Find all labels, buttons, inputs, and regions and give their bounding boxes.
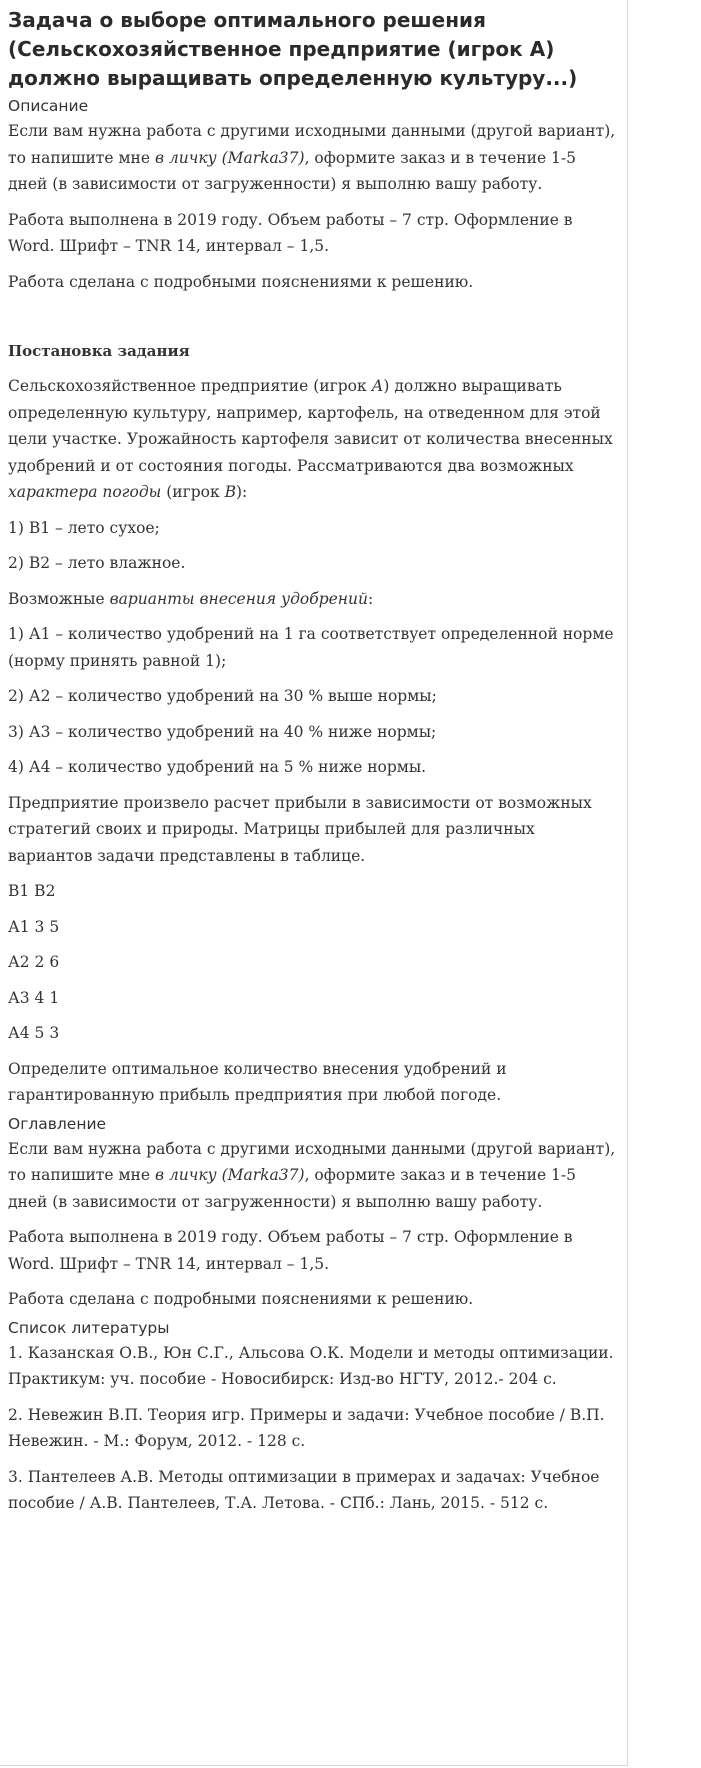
fertilizer-intro (8, 586, 617, 613)
task-text: ) должно выращивать определенную культуру, например, картофель, на отведенном для этой цели участке. Урожайность картофеля зависит от количества внесенных удобрений и от состояния погоды. Рассматриваются два возможных (8, 377, 613, 475)
reference-item: 1. Казанская О.В., Юн С.Г., Альсова О.К. Модели и методы оптимизации. Практикум: уч. пособие - Новосибирск: Изд-во НГТУ, 2012.- 204 с. (8, 1343, 614, 1388)
intro-text: Если вам нужна работа с другими исходными данными (другой вариант), то напишите мне (8, 122, 616, 167)
reference-item: 3. Пантелеев А.В. Методы оптимизации в примерах и задачах: Учебное пособие / А.В. Пантелеев, Т.А. Летова. - СПб.: Лань, 2015. - 512 с. (8, 1467, 600, 1512)
matrix-row: А1 3 5 (8, 917, 60, 936)
intro-text-end: , оформите заказ и в течение 1-5 дней (в зависимости от загруженности) я выполню вашу работу. (8, 1166, 577, 1211)
contents-details: Работа сделана с подробными пояснениями к решению. (8, 1290, 474, 1308)
description-label: Описание (8, 97, 89, 115)
author-contact-link[interactable]: в личку (Marka37) (154, 148, 305, 167)
references-label: Список литературы (8, 1318, 170, 1337)
variant-item: 4) А4 – количество удобрений на 5 % ниже нормы. (8, 758, 427, 776)
question-paragraph: Определите оптимальное количество внесения удобрений и гарантированную прибыль предприятия при любой погоде. (8, 1059, 507, 1104)
matrix-row: В1 В2 (8, 882, 56, 900)
author-contact-link[interactable]: в личку (Marka37) (154, 1166, 305, 1184)
contents-year-info: Работа выполнена в 2019 году. Объем работы – 7 стр. Оформление в Word. Шрифт – TNR 14, интервал – 1,5. (8, 1228, 573, 1273)
contents-label: Оглавление (8, 1114, 107, 1133)
intro-text: Если вам нужна работа с другими исходными данными (другой вариант), то напишите мне (8, 1139, 616, 1184)
fert-text: Возможные (8, 589, 110, 608)
matrix-row: А4 5 3 (8, 1024, 60, 1042)
variant-item: 2) А2 – количество удобрений на 30 % выше нормы; (8, 687, 437, 705)
description-details: Работа сделана с подробными пояснениями к решению. (8, 272, 474, 291)
weather-item: 1) В1 – лето сухое; (8, 518, 160, 537)
player-b: В (224, 483, 236, 501)
variant-item: 3) А3 – количество удобрений на 40 % ниже нормы; (8, 722, 437, 741)
weather-term: характера погоды (8, 483, 162, 501)
task-text: Сельскохозяйственное предприятие (игрок (8, 377, 372, 395)
variant-item: 1) А1 – количество удобрений на 1 га соответствует определенной норме (норму принять равной 1); (8, 625, 614, 670)
section-spacer (8, 304, 617, 338)
task-paragraph (8, 373, 617, 506)
fert-text: : (367, 589, 374, 608)
fert-term: варианты внесения удобрений (109, 589, 368, 608)
weather-item: 2) В2 – лето влажное. (8, 554, 186, 572)
task-text: ): (235, 483, 248, 501)
task-heading: Постановка задания (8, 342, 190, 360)
reference-item: 2. Невежин В.П. Теория игр. Примеры и задачи: Учебное пособие / В.П. Невежин. - М.: Форум, 2012. - 128 с. (8, 1405, 605, 1450)
description-year-info: Работа выполнена в 2019 году. Объем работы – 7 стр. Оформление в Word. Шрифт – TNR 14, интервал – 1,5. (8, 210, 573, 255)
player-a: А (371, 377, 384, 395)
matrix-row: А2 2 6 (8, 953, 60, 971)
task-text: (игрок (161, 483, 225, 501)
intro-text-end: , оформите заказ и в течение 1-5 дней (в зависимости от загруженности) я выполню вашу работу. (8, 148, 577, 193)
matrix-row: А3 4 1 (8, 988, 60, 1007)
page-title: Задача о выборе оптимального решения (Сельскохозяйственное предприятие (игрок А) должно выращивать определенную культуру...) (8, 8, 578, 90)
description-intro (8, 118, 617, 198)
contents-intro (8, 1136, 617, 1216)
calc-paragraph: Предприятие произвело расчет прибыли в зависимости от возможных стратегий своих и природы. Матрицы прибылей для различных вариантов задачи представлены в таблице. (8, 793, 592, 865)
